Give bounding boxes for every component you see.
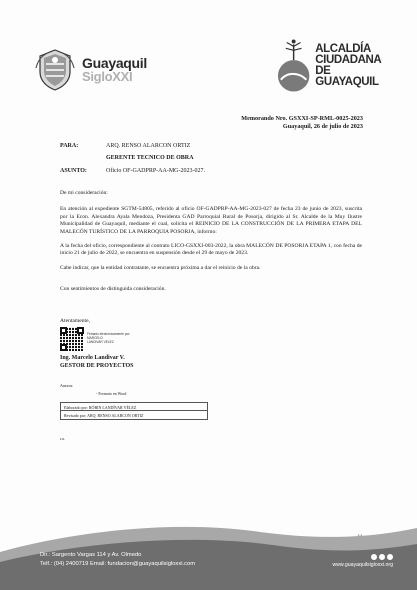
- qr-tag-line2: MARCELO: [87, 336, 103, 341]
- website-link[interactable]: www.guayaquilsigloxxi.org: [332, 562, 393, 568]
- alcaldia-line3: DE GUAYAQUIL: [315, 65, 379, 88]
- instagram-icon[interactable]: [379, 554, 385, 560]
- logo-subtitle: SigloXXI: [82, 68, 133, 84]
- social-icons: [332, 554, 393, 560]
- body-paragraph-3: Cabe indicar, que la entidad contratante, se encuentra próxima a dar el reinicio de la obra.: [60, 264, 261, 271]
- city-shield-icon: [32, 46, 78, 92]
- signer-name: Ing. Marcelo Landivar V.: [60, 355, 125, 361]
- signature-qr-code: [60, 327, 84, 351]
- para-label: PARA:: [60, 143, 79, 149]
- qr-tag-line3: LANDIVAR VELEZ: [87, 339, 114, 344]
- review-table: [60, 402, 208, 420]
- asunto-value: Oficio OF-GADPRP-AA-MG-2023-027.: [106, 167, 205, 174]
- footer-web: [332, 554, 393, 568]
- electronic-signature-tag: [87, 333, 130, 345]
- footer: [0, 510, 417, 590]
- farewell: Atentamente,: [60, 318, 90, 324]
- body-paragraph-2: A la fecha del oficio, correspondiente al contrato LICO-GSXXI-003-2022, la obra MALECÓN DE POSORJA ETAPA 1, con fecha de inicio 21 de julio de 2022, se encuentra en suspensión desde el 29 de mayo de 2023.: [60, 242, 362, 257]
- alcaldia-logo: [275, 36, 395, 96]
- twitter-icon[interactable]: [387, 554, 393, 560]
- footer-address: Dir.: Sargento Vargas 114 y Av. Olmedo: [40, 552, 142, 559]
- footer-phone-email: Telf.: (04) 2400719 Email: fundacion@guayaquilsigloxxi.com: [40, 560, 196, 567]
- revisado-por: Revisado por: ARQ. RENSO ALARCON ORTIZ: [60, 411, 208, 420]
- memo-number: Memorando Nro. GSXXI-SP-RML-0025-2023: [241, 115, 363, 122]
- footer-contact: [40, 551, 195, 568]
- annex-item: - Formato en Word: [96, 391, 127, 396]
- logo-title: Guayaquil: [82, 54, 147, 71]
- body-paragraph-1: En atención al expediente SGTM-54805, referido al oficio OF-GADPRP-AA-MG-2023-027 de fecha 23 de junio de 2023, suscrita por la Econ. Alexandra Ayala Mendoza, Presidenta GAD Parroquial Rural de Posorja, dirigido al Sr. Alcalde de la Muy Ilustre Municipalidad de Guayaquil, mediante el cual, solicita el REINICIO DE LA CONSTRUCCIÓN DE LA PRIMERA ETAPA DEL MALECÓN TURÍSTICO DE LA PARROQUIA POSORJA, informo:: [60, 206, 362, 235]
- memo-date: Guayaquil, 26 de julio de 2023: [282, 123, 363, 131]
- elaborado-por: Elaborado por: RÓBIN LANDÍVAR VÉLEZ: [60, 402, 208, 411]
- footer-wave: [0, 510, 417, 590]
- annexes-label: Anexos:: [60, 383, 74, 388]
- alcaldia-line2: CIUDADANA: [315, 54, 382, 67]
- memo-reference: [241, 115, 363, 132]
- signature-block: [60, 318, 260, 370]
- qr-tag-line1: Firmado electrónicamente por:: [87, 332, 131, 337]
- annexes: [60, 383, 127, 396]
- initials: r.a.: [60, 436, 65, 441]
- facebook-icon[interactable]: [371, 554, 377, 560]
- memo-body: [60, 190, 362, 300]
- alcaldia-mark-icon: [275, 38, 312, 94]
- alcaldia-line1: ALCALDÍA: [315, 43, 371, 56]
- signer-role: GESTOR DE PROYECTOS: [60, 362, 134, 369]
- closing-line: Con sentimientos de distinguida consideración.: [60, 286, 166, 292]
- memo-fields: [60, 143, 205, 180]
- guayaquil-siglo-xxi-logo: [32, 44, 152, 94]
- greeting: De mi consideración:: [60, 190, 108, 196]
- para-name: ARQ. RENSO ALARCON ORTIZ: [106, 143, 191, 149]
- asunto-label: ASUNTO:: [60, 167, 87, 174]
- para-role: GERENTE TECNICO DE OBRA: [106, 154, 194, 161]
